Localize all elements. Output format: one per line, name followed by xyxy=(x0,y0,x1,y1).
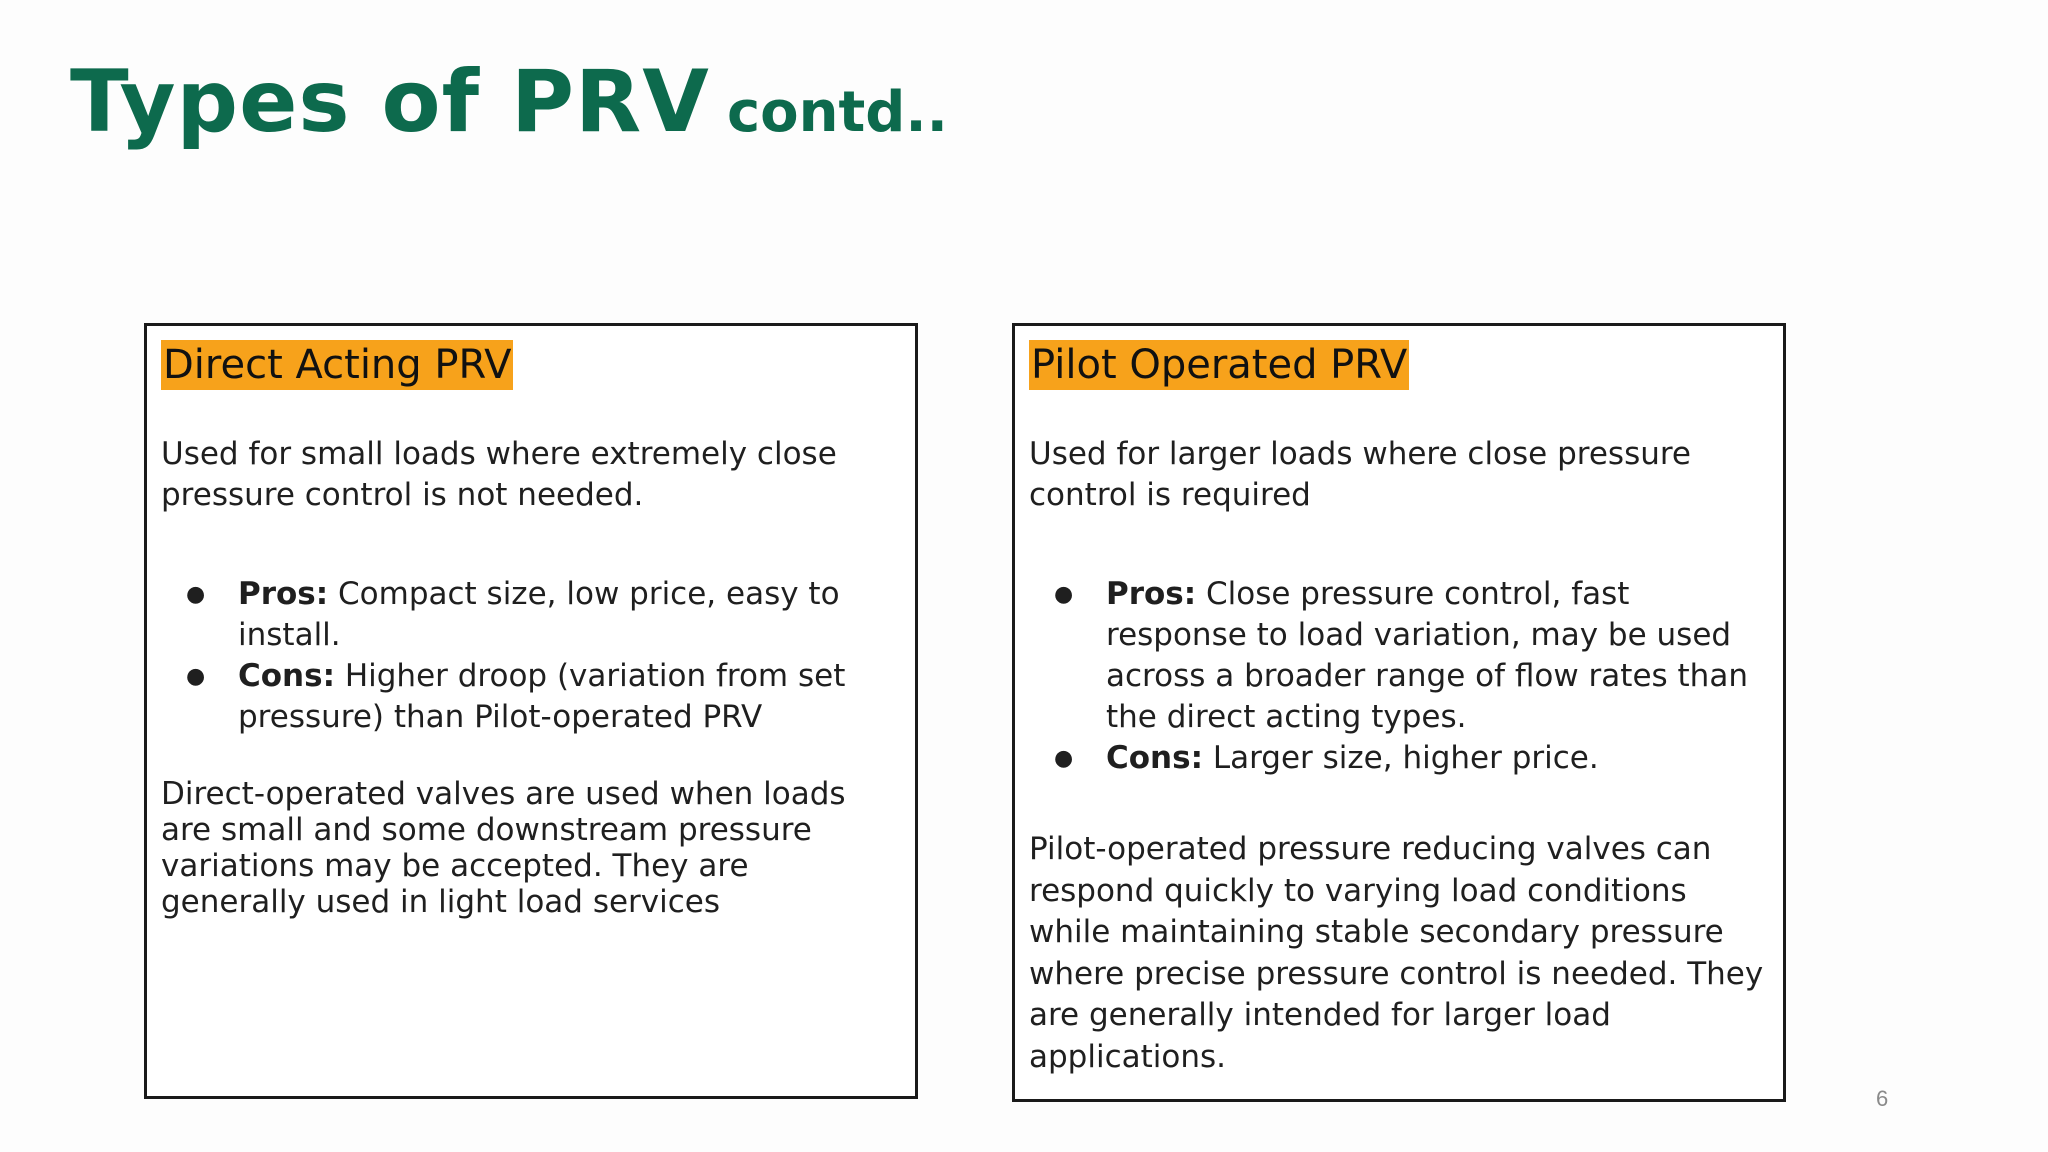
bullet-icon: ● xyxy=(186,664,206,689)
bullet-icon: ● xyxy=(1054,746,1074,771)
pros-label: Pros: xyxy=(1106,576,1197,612)
pros-text: Compact size, low price, easy to install. xyxy=(238,576,840,653)
pilot-operated-list xyxy=(1029,574,1769,779)
cons-label: Cons: xyxy=(238,658,335,694)
bullet-icon: ● xyxy=(1054,582,1074,607)
direct-acting-closing: Direct-operated valves are used when loads are small and some downstream pressure variations may be accepted. They are generally used in light load services xyxy=(161,776,846,920)
cons-text: Higher droop (variation from set pressure) than Pilot-operated PRV xyxy=(238,658,846,735)
cons-label: Cons: xyxy=(1106,740,1203,776)
direct-acting-intro: Used for small loads where extremely close pressure control is not needed. xyxy=(161,436,837,513)
pilot-operated-box xyxy=(1012,323,1786,1102)
direct-acting-heading: Direct Acting PRV xyxy=(163,342,512,388)
page-number: 6 xyxy=(1876,1086,1889,1111)
list-item xyxy=(161,574,901,656)
title-main: Types of PRV xyxy=(70,52,710,152)
pros-text: Close pressure control, fast response to load variation, may be used across a broader range of flow rates than the direct acting types. xyxy=(1106,576,1748,735)
list-item xyxy=(1029,738,1769,779)
direct-acting-list xyxy=(161,574,901,738)
direct-acting-box xyxy=(144,323,918,1099)
slide-title xyxy=(70,52,948,152)
pilot-operated-heading: Pilot Operated PRV xyxy=(1031,342,1408,388)
pilot-operated-closing: Pilot-operated pressure reducing valves can respond quickly to varying load conditions while maintaining stable secondary pressure where precise pressure control is needed. They are generally intended for larger load applications. xyxy=(1029,831,1764,1075)
title-sub: contd.. xyxy=(726,80,948,145)
list-item xyxy=(161,656,901,738)
list-item xyxy=(1029,574,1769,738)
pros-label: Pros: xyxy=(238,576,329,612)
cons-text: Larger size, higher price. xyxy=(1202,740,1599,776)
pilot-operated-intro: Used for larger loads where close pressure control is required xyxy=(1029,436,1692,513)
bullet-icon: ● xyxy=(186,582,206,607)
